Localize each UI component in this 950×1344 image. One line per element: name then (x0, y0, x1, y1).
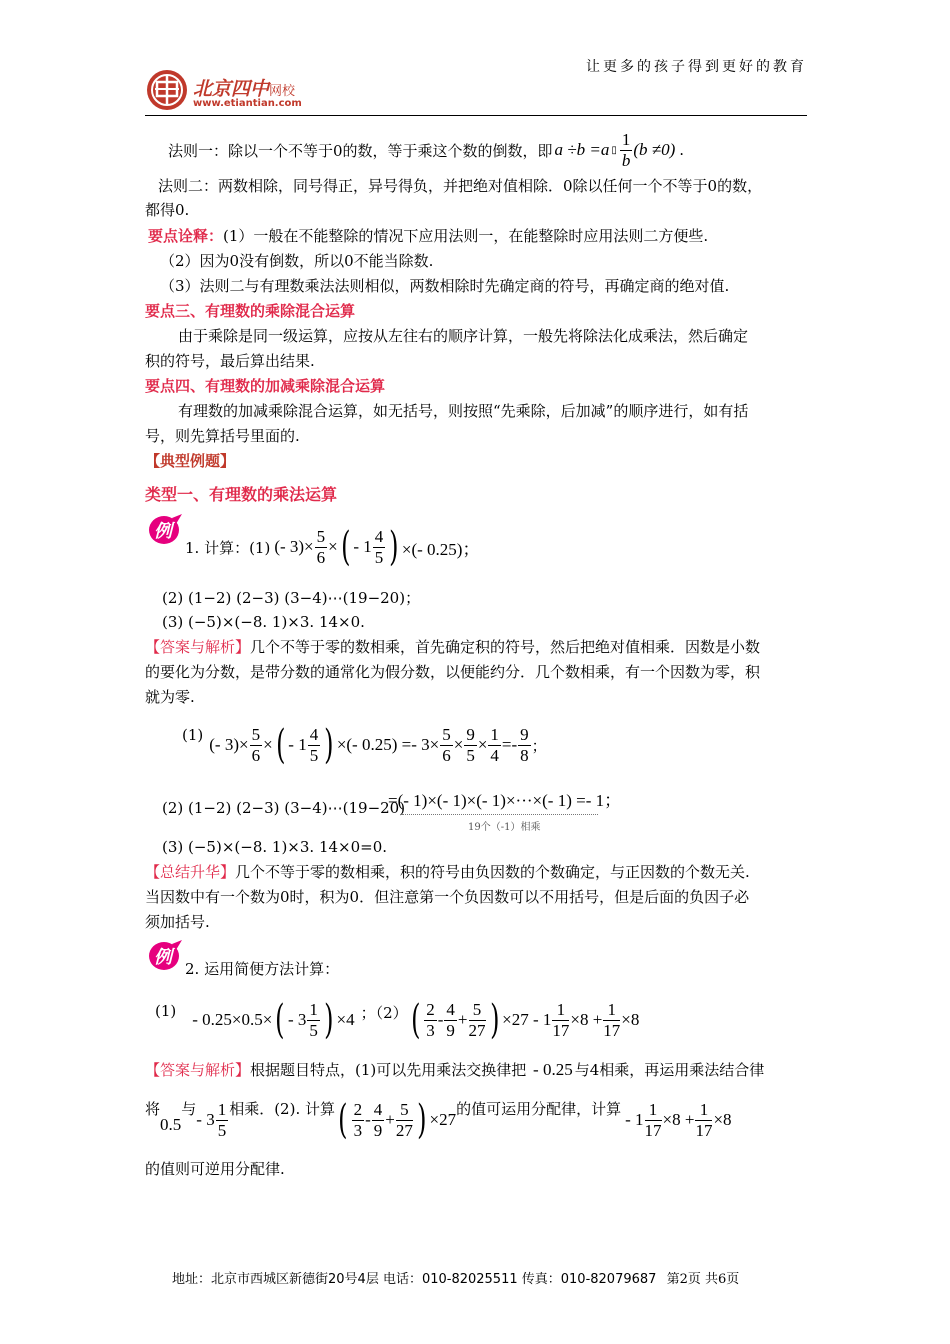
header-rule (145, 115, 807, 116)
note-line1: 要点诠释：(1）一般在不能整除的情况下应用法则一，在能整除时应用法则二方便些. (148, 227, 709, 245)
rule2-line2: 都得0. (145, 201, 190, 219)
ans2-line2: 将 0.5 与 - 3 $\frac{1}{5}$ 相乘．(2). 计算 ( $\frac{2}{3}$ - $\frac{4}{9}$ + $\frac{5}{27}$ ) ×27 的值可运用分配律，计算 - 1 $\frac{1}{17}$ ×8 + $\frac{1}{17}$ ×8 (145, 1097, 732, 1143)
ans2-line3: 的值则可逆用分配律. (145, 1160, 285, 1178)
ex1-question2: (2) (1−2) (2−3) (3−4)⋯(19−20)； (162, 589, 421, 607)
rule2-line1: 法则二：两数相除，同号得正，异号得负，并把绝对值相除．0除以任何一个不等于0的数， (158, 177, 763, 195)
ex1-question1: 1. 计算：(1) (- 3)× $\frac{5}{6}$ × ( - 1 $\frac{4}{5}$ ) ×(- 0.25)； (185, 524, 480, 570)
note-line2: （2）因为0没有倒数，所以0不能当除数. (160, 252, 434, 270)
ans1-line1: 【答案与解析】几个不等于零的数相乘，首先确定积的符号，然后把绝对值相乘．因数是小数 (145, 638, 761, 656)
logo-title: 北京四中网校 (193, 78, 296, 100)
examples-heading: 【典型例题】 (145, 452, 236, 470)
section3-line1: 由于乘除是同一级运算，应按从左往右的顺序计算，一般先将除法化成乘法，然后确定 (178, 327, 749, 345)
ex1-question3: (3) (−5)×(−8. 1)×3. 14×0. (162, 613, 365, 631)
section3-line2: 积的符号，最后算出结果. (145, 352, 315, 370)
section4-line1: 有理数的加减乘除混合运算，如无括号，则按照“先乘除，后加减”的顺序进行，如有括 (178, 402, 749, 420)
type1-title: 类型一、有理数的乘法运算 (145, 485, 338, 504)
example-badge-2: 例 (146, 938, 184, 972)
sol2-right: =(- 1)×(- 1)×(- 1)×···×(- 1) =- 1； (388, 791, 622, 810)
section4-title: 要点四、有理数的加减乘除混合运算 (145, 377, 386, 395)
summary-line2: 当因数中有一个数为0时，积为0．但注意第一个负因数可以不用括号，但是后面的负因子必 (145, 888, 750, 906)
ex2-questions: (1) - 0.25×0.5× ( - 3 $\frac{1}{5}$ ) ×4 ；（2） ( $\frac{2}{3}$ - $\frac{4}{9}$ + $\frac{5}{27}$ ) ×27 - 1 $\frac{1}{17}$ ×8 + $\frac{1}{17}$ ×8 (155, 997, 640, 1043)
summary-line3: 须加括号. (145, 913, 210, 931)
summary-line1: 【总结升华】几个不等于零的数相乘，积的符号由负因数的个数确定，与正因数的个数无关. (145, 863, 750, 881)
ans1-line3: 就为零. (145, 688, 195, 706)
sol1-row: (1) (- 3)× $\frac{5}{6}$ × ( - 1 $\frac{4}{5}$ ) ×(- 0.25) =- 3× $\frac{5}{6}$ × $\frac{9}{5}$ × $\frac{1}{4}$ =- $\frac{9}{8}$ ； (182, 722, 547, 768)
sol2-brace-note: 19个（-1）相乘 (468, 822, 541, 833)
note-line3: （3）法则二与有理数乘法法则相似，两数相除时先确定商的符号，再确定商的绝对值. (160, 277, 730, 295)
section3-title: 要点三、有理数的乘除混合运算 (145, 302, 356, 320)
header-slogan: 让更多的孩子得到更好的教育 (586, 59, 807, 75)
sol2-left: (2) (1−2) (2−3) (3−4)⋯(19−20) (162, 799, 406, 817)
section4-line2: 号，则先算括号里面的. (145, 427, 300, 445)
header (145, 40, 807, 116)
logo-seal-icon (145, 68, 189, 112)
logo-url: www.etiantian.com (193, 98, 302, 109)
rule1-fraction: $\frac{1}{b}$ (621, 129, 631, 170)
ans2-line1: 【答案与解析】根据题目特点，(1)可以先用乘法交换律把 - 0.25 与4相乘，再运用乘法结合律 (145, 1060, 765, 1079)
ex2-intro: 2. 运用简便方法计算： (185, 960, 340, 978)
example-badge-1: 例 (146, 512, 184, 546)
sol2-brace (402, 806, 598, 815)
ans1-line2: 的要化为分数，是带分数的通常化为假分数，以便能约分．几个数相乘，有一个因数为零，积 (145, 663, 761, 681)
rule1-line: 法则一：除以一个不等于0的数，等于乘这个数的倒数，即 a ÷b =a ▯ $\frac{1}{b}$ (b ≠0) . (168, 129, 685, 170)
footer: 地址：北京市西城区新德街20号4层 电话：010-82025511 传真：010-82079687 第2页 共6页 (172, 1272, 740, 1287)
sol3-line: (3) (−5)×(−8. 1)×3. 14×0=0. (162, 838, 388, 856)
